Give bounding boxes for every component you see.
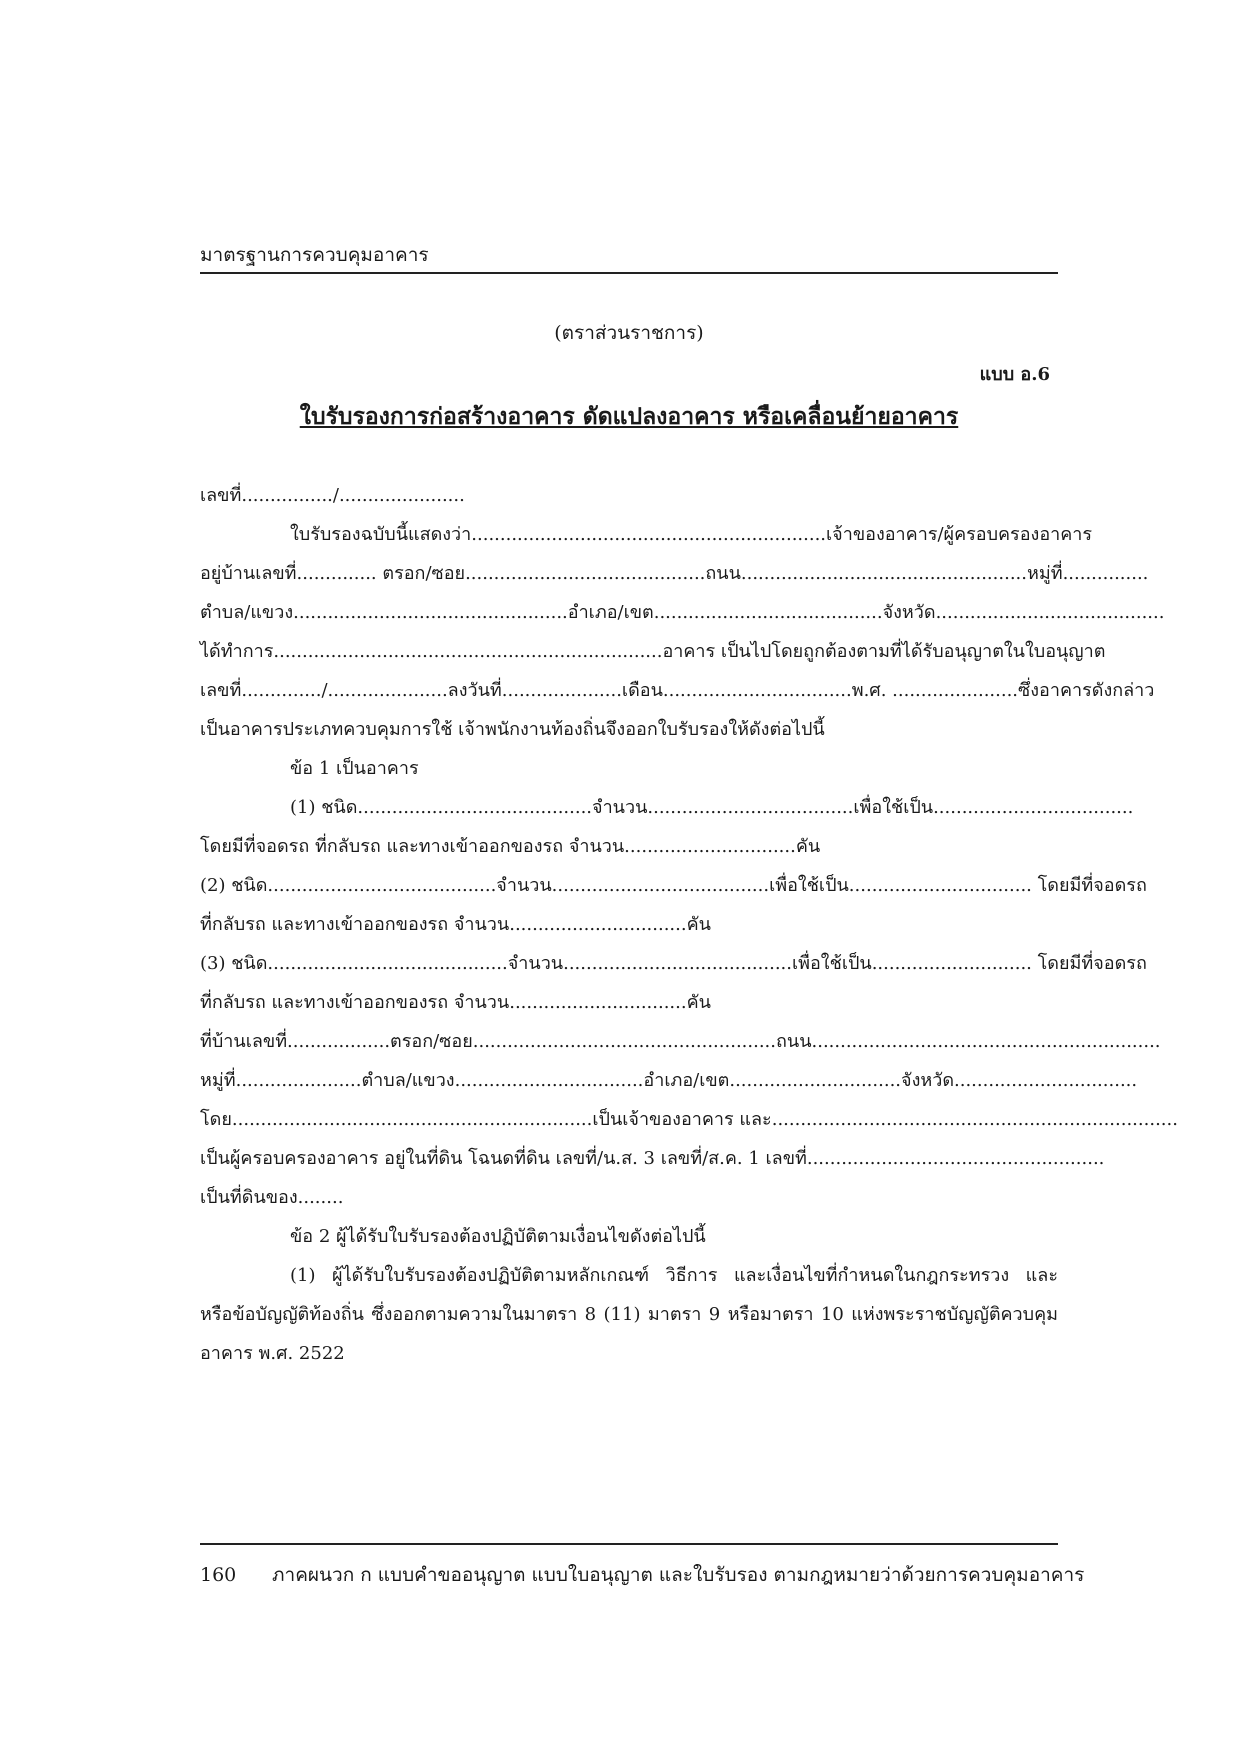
clause-2-item-1-line: (1) ผู้ได้รับใบรับรองต้องปฏิบัติตามหลักเกณฑ์ วิธีการ และเงื่อนไขที่กำหนดในกฎกระทรวง และ: [290, 1265, 1058, 1286]
form-code: แบบ อ.6: [979, 364, 1050, 385]
clause-2-item-1-continued: หรือข้อบัญญัติท้องถิ่น ซึ่งออกตามความในมาตรา 8 (11) มาตรา 9 หรือมาตรา 10 แห่งพระราชบัญญัติควบคุม: [200, 1304, 1058, 1325]
clause-2-heading: ข้อ 2 ผู้ได้รับใบรับรองต้องปฏิบัติตามเงื่อนไขดังต่อไปนี้: [290, 1226, 706, 1247]
owner-by-line: โดย...............................................................เป็นเจ้าของอาคาร และ.......................................................................: [200, 1109, 1178, 1130]
land-owner-line: เป็นที่ดินของ........: [200, 1187, 344, 1208]
page-number: 160: [200, 1564, 237, 1586]
location-district-line: หมู่ที่......................ตำบล/แขวง.................................อำเภอ/เขต..............................จังหวัด................................: [200, 1070, 1138, 1091]
permit-number-line: เลขที่............../.....................ลงวันที่.....................เดือน.................................พ.ศ. ......................ซึ่งอาคารดังกล่าว: [200, 680, 1155, 701]
document-title: ใบรับรองการก่อสร้างอาคาร ดัดแปลงอาคาร หรือเคลื่อนย้ายอาคาร: [299, 403, 959, 430]
item-1-parking-line: โดยมีที่จอดรถ ที่กลับรถ และทางเข้าออกของรถ จำนวน..............................คัน: [200, 836, 821, 857]
seal-label: (ตราส่วนราชการ): [554, 322, 704, 344]
district-line: ตำบล/แขวง................................................อำเภอ/เขต........................................จังหวัด........................................: [200, 602, 1165, 623]
footer-rule: [200, 1543, 1058, 1545]
act-year-line: อาคาร พ.ศ. 2522: [200, 1343, 345, 1364]
address-line: อยู่บ้านเลขที่.............. ตรอก/ซอย..........................................ถนน..................................................หมู่ที่...............: [200, 563, 1149, 584]
work-line: ได้ทำการ....................................................................อาคาร เป็นไปโดยถูกต้องตามที่ได้รับอนุญาตในใบอนุญาต: [200, 641, 1106, 662]
certificate-number-line: เลขที่................/......................: [200, 485, 465, 506]
header-rule: [200, 272, 1058, 274]
item-3-line: (3) ชนิด..........................................จำนวน........................................เพื่อใช้เป็น............................ โดยมีที่จอดรถ: [200, 953, 1147, 974]
owner-line: ใบรับรองฉบับนี้แสดงว่า..............................................................เจ้าของอาคาร/ผู้ครอบครองอาคาร: [290, 524, 1093, 545]
item-1-line: (1) ชนิด.........................................จำนวน....................................เพื่อใช้เป็น...................................: [290, 797, 1134, 818]
location-address-line: ที่บ้านเลขที่..................ตรอก/ซอย.....................................................ถนน.............................................................: [200, 1031, 1161, 1052]
land-deed-line: เป็นผู้ครอบครองอาคาร อยู่ในที่ดิน โฉนดที่ดิน เลขที่/น.ส. 3 เลขที่/ส.ค. 1 เลขที่....................................................: [200, 1148, 1105, 1169]
item-2-line: (2) ชนิด........................................จำนวน......................................เพื่อใช้เป็น................................ โดยมีที่จอดรถ: [200, 875, 1147, 896]
clause-1-heading: ข้อ 1 เป็นอาคาร: [290, 758, 419, 779]
running-header: มาตรฐานการควบคุมอาคาร: [200, 244, 429, 266]
building-type-line: เป็นอาคารประเภทควบคุมการใช้ เจ้าพนักงานท้องถิ่นจึงออกใบรับรองให้ดังต่อไปนี้: [200, 719, 825, 740]
footer-text: ภาคผนวก ก แบบคำขออนุญาต แบบใบอนุญาต และใบรับรอง ตามกฎหมายว่าด้วยการควบคุมอาคาร: [272, 1564, 1085, 1586]
item-2-parking-line: ที่กลับรถ และทางเข้าออกของรถ จำนวน...............................คัน: [200, 914, 711, 935]
item-3-parking-line: ที่กลับรถ และทางเข้าออกของรถ จำนวน...............................คัน: [200, 992, 711, 1013]
